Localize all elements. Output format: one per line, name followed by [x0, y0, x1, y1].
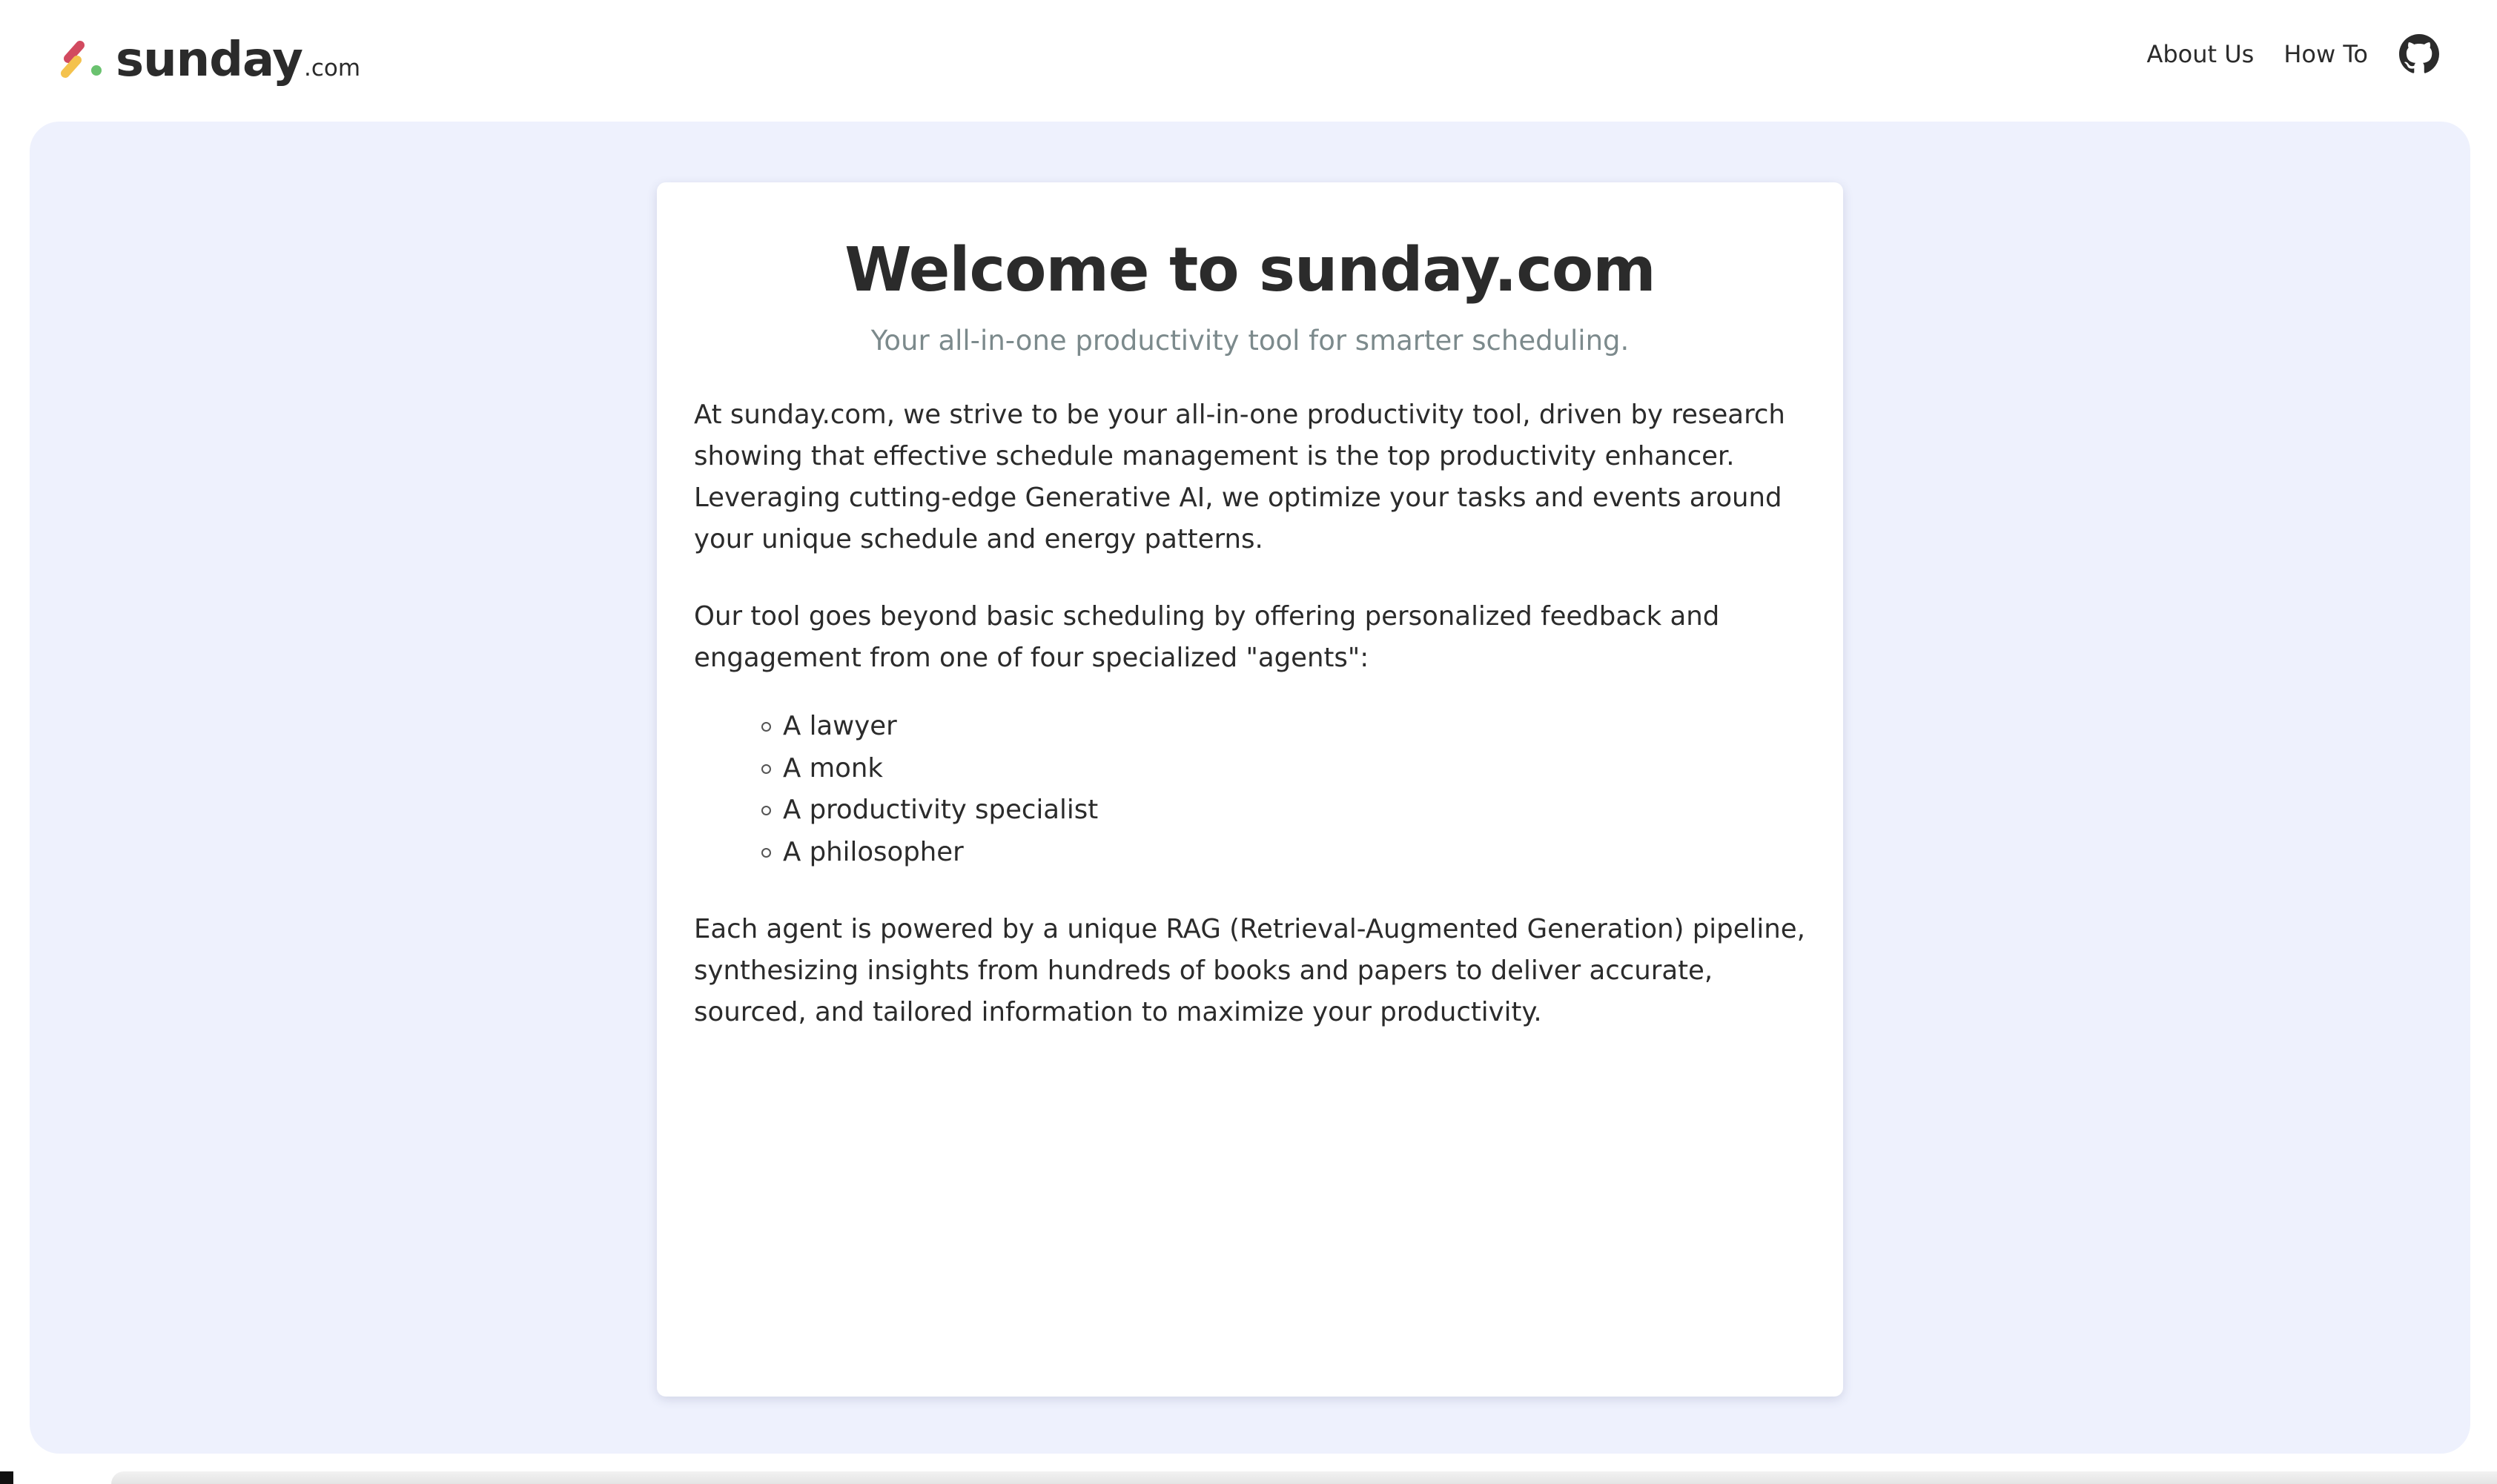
- site-logo[interactable]: [58, 27, 360, 93]
- bullet-icon: [761, 848, 771, 858]
- bullet-icon: [761, 806, 771, 815]
- main-content-area: [30, 122, 2470, 1454]
- bullet-icon: [761, 722, 771, 732]
- bullet-icon: [761, 764, 771, 774]
- agent-label: A philosopher: [783, 836, 964, 867]
- logo-domain-suffix: .com: [303, 55, 361, 82]
- nav-how-to-link[interactable]: How To: [2283, 40, 2368, 68]
- agent-label: A productivity specialist: [783, 795, 1099, 826]
- top-navbar: [0, 0, 2497, 121]
- welcome-card: [657, 182, 1843, 1397]
- closing-paragraph: Each agent is powered by a unique RAG (Retrieval-Augmented Generation) pipeline, synthesizing insights from hundreds of books and papers to deliver accurate, sourced, and tailored information to maximize your productivity.: [694, 914, 1805, 1028]
- agent-label: A lawyer: [783, 711, 897, 742]
- logo-mark-icon: [58, 36, 105, 84]
- github-icon[interactable]: [2399, 34, 2439, 74]
- nav-about-us-link[interactable]: About Us: [2146, 40, 2255, 68]
- page-title: Welcome to sunday.com: [844, 235, 1656, 305]
- logo-wordmark: sunday: [116, 33, 302, 87]
- page-bottom-edge: [0, 1471, 13, 1484]
- agents-list: [694, 706, 1830, 873]
- list-item: [783, 748, 1830, 790]
- page-bottom-shadow: [111, 1471, 2497, 1484]
- agents-intro-paragraph: Our tool goes beyond basic scheduling by offering personalized feedback and engagement from one of four specialized "agents":: [694, 601, 1720, 674]
- list-item: [783, 832, 1830, 874]
- page-subtitle: Your all-in-one productivity tool for smarter scheduling.: [870, 325, 1630, 357]
- agent-label: A monk: [783, 752, 883, 784]
- primary-nav: [2117, 30, 2439, 79]
- intro-paragraph: At sunday.com, we strive to be your all-in-one productivity tool, driven by research showing that effective schedule management is the top productivity enhancer. Leveraging cutting-edge Generative AI, we optimize your tasks and events around your unique schedule and energy patterns.: [694, 400, 1785, 555]
- list-item: [783, 789, 1830, 832]
- list-item: [783, 706, 1830, 748]
